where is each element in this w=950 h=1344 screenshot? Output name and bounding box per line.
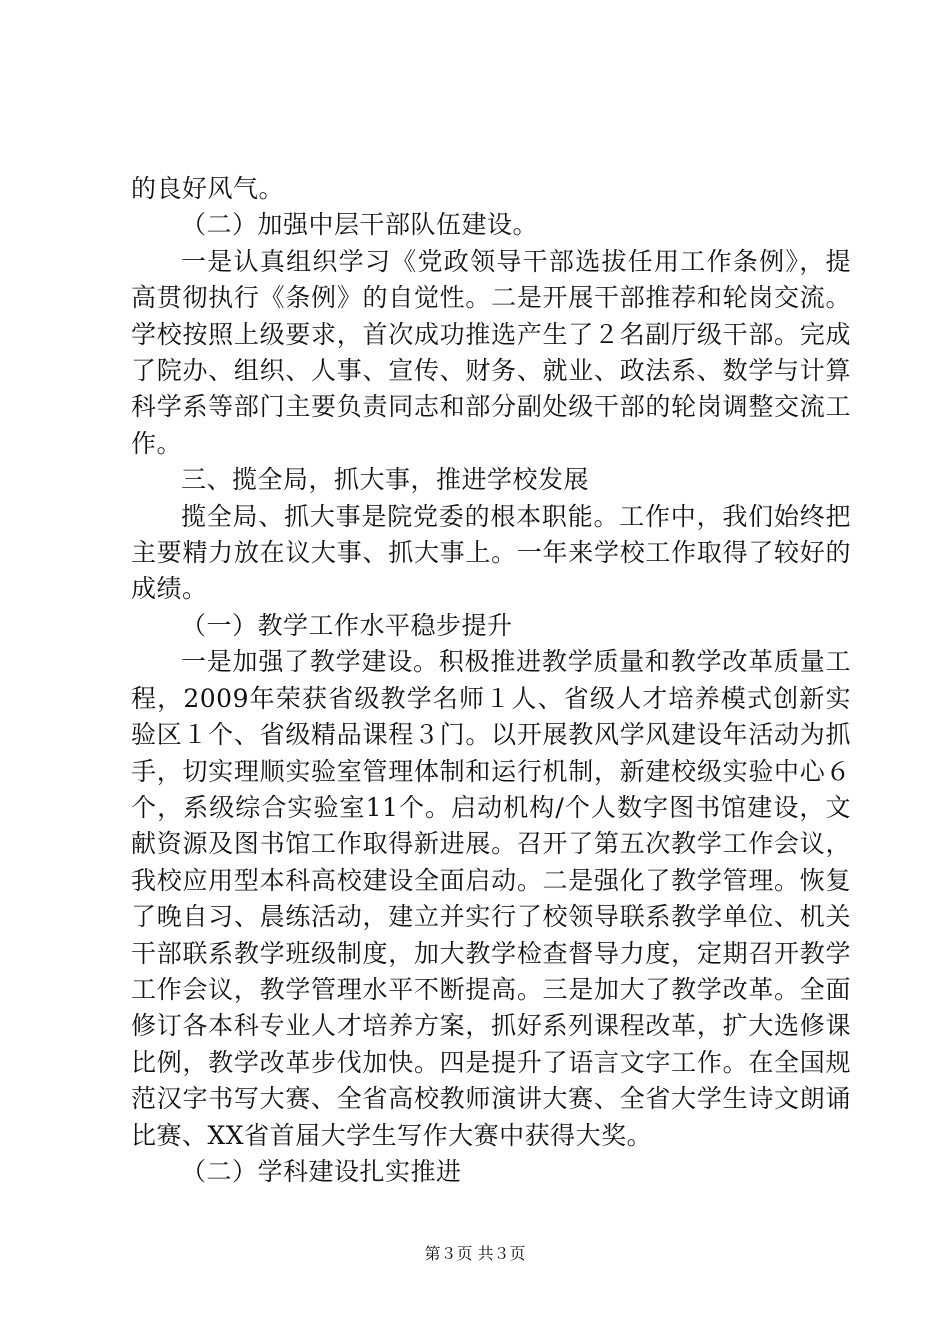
section-heading-discipline-construction: （二）学科建设扎实推进 [181, 1156, 462, 1186]
paragraph-continuation: 的良好风气。 [131, 174, 285, 203]
section-heading-middle-cadre: （二）加强中层干部队伍建设。 [181, 210, 539, 240]
paragraph-teaching-construction: 一是加强了教学建设。积极推进教学质量和教学改革质量工程，2009年荣获省级教学名师１人、省级人才培养模式创新实验区１个、省级精品课程３门。以开展教风学风建设年活动为抓手，切实理顺实验室管理体制和运行机制，新建校级实验中心６个，系级综合实验室11个。启动机构/个人数字图书馆建设，文献资源及图书馆工作取得新进展。召开了第五次教学工作会议，我校应用型本科高校建设全面启动。二是强化了教学管理。恢复了晚自习、晨练活动，建立并实行了校领导联系教学单位、机关干部联系教学班级制度，加大教学检查督导力度，定期召开教学工作会议，教学管理水平不断提高。三是加大了教学改革。全面修订各本科专业人才培养方案，抓好系列课程改革，扩大选修课比例，教学改革步伐加快。四是提升了语言文字工作。在全国规范汉字书写大赛、全省高校教师演讲大赛、全省大学生诗文朗诵比赛、XX省首届大学生写作大赛中获得大奖。 [131, 647, 851, 1150]
document-body [131, 171, 851, 1190]
section-heading-overall-situation: 三、揽全局，抓大事，推进学校发展 [181, 465, 590, 495]
page-footer: 第３页 共３页 [424, 1244, 526, 1263]
paragraph-party-committee-role: 揽全局、抓大事是院党委的根本职能。工作中，我们始终把主要精力放在议大事、抓大事上。一年来学校工作取得了较好的成绩。 [131, 501, 851, 604]
paragraph-cadre-training: 一是认真组织学习《党政领导干部选拔任用工作条例》，提高贯彻执行《条例》的自觉性。二是开展干部推荐和轮岗交流。学校按照上级要求，首次成功推选产生了２名副厅级干部。完成了院办、组织、人事、宣传、财务、就业、政法系、数学与计算科学系等部门主要负责同志和部分副处级干部的轮岗调整交流工作。 [131, 246, 851, 458]
section-heading-teaching-level: （一）教学工作水平稳步提升 [181, 610, 513, 640]
